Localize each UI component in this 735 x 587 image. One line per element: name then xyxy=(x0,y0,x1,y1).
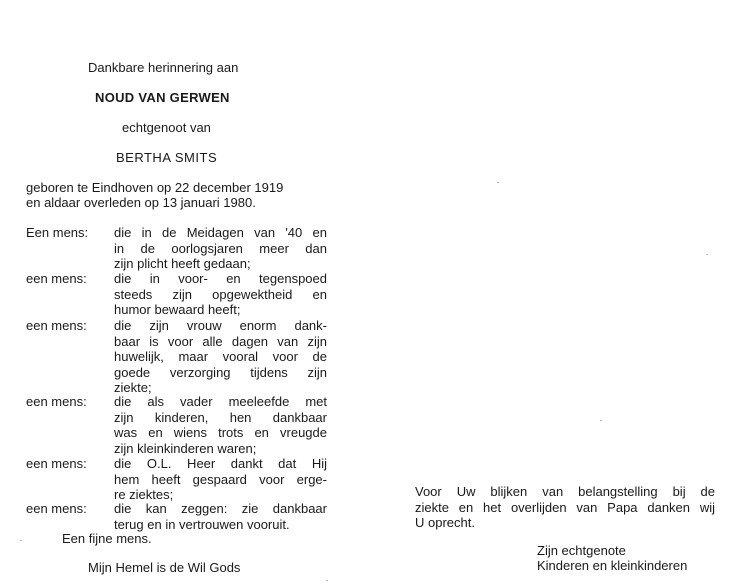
paper-speck xyxy=(326,580,328,581)
deceased-name: NOUD VAN GERWEN xyxy=(95,90,230,105)
verse-4-line-3: was en wiens trots en vreugde xyxy=(114,425,327,440)
signature-spouse: Zijn echtgenote xyxy=(537,543,626,558)
verse-text-2 xyxy=(114,271,327,318)
closing-line: Een fijne mens. xyxy=(62,531,152,546)
verse-5-line-2: hem heeft gespaard voor erge- xyxy=(114,471,327,487)
signature-family: Kinderen en kleinkinderen xyxy=(537,558,688,573)
verse-5-line-1: die O.L. Heer dankt dat Hij xyxy=(114,456,327,471)
verse-1-line-3: zijn plicht heeft gedaan; xyxy=(114,256,251,271)
spouse-name: BERTHA SMITS xyxy=(116,150,218,165)
verse-2-line-2: steeds zijn opgewektheid en xyxy=(114,286,327,302)
verse-4-line-1: die als vader meeleefde met xyxy=(114,394,327,409)
verse-3-line-4: goede verzorging tijdens zijn xyxy=(114,364,327,380)
verse-1-line-2: in de oorlogsjaren meer dan xyxy=(114,240,327,256)
verse-4-line-2: zijn kinderen, hen dankbaar xyxy=(114,409,327,425)
verse-label-3: een mens: xyxy=(26,318,87,333)
paper-speck xyxy=(20,540,22,541)
verse-label-2: een mens: xyxy=(26,271,87,286)
verse-label-5: een mens: xyxy=(26,456,87,471)
verse-text-6 xyxy=(114,501,327,532)
verse-5-line-3: re ziektes; xyxy=(114,487,174,502)
thanks-line-2: ziekte en het overlijden van Papa danken wij xyxy=(415,499,715,515)
thanks-line-3: U oprecht. xyxy=(415,515,475,530)
verse-3-line-2: baar is voor alle dagen van zijn xyxy=(114,333,327,349)
verse-label-1: Een mens: xyxy=(26,225,89,240)
verse-2-line-3: humor bewaard heeft; xyxy=(114,302,241,317)
verse-label-4: een mens: xyxy=(26,394,87,409)
intro-text: Dankbare herinnering aan xyxy=(88,60,239,75)
verse-6-line-2: terug en in vertrouwen vooruit. xyxy=(114,516,290,532)
verse-text-4 xyxy=(114,394,327,456)
verse-3-line-5: ziekte; xyxy=(114,380,152,395)
verse-4-line-4: zijn kleinkinderen waren; xyxy=(114,440,257,456)
verse-6-line-1: die kan zeggen: zie dankbaar xyxy=(114,501,327,516)
paper-speck xyxy=(600,420,602,421)
verse-label-6: een mens: xyxy=(26,501,87,516)
verse-2-line-1: die in voor- en tegenspoed xyxy=(114,271,327,286)
verse-text-5 xyxy=(114,456,327,503)
spouse-intro-text: echtgenoot van xyxy=(122,120,211,135)
verse-3-line-1: die zijn vrouw enorm dank- xyxy=(114,318,327,333)
verse-text-3 xyxy=(114,318,327,396)
paper-speck xyxy=(497,182,499,183)
birth-line: geboren te Eindhoven op 22 december 1919 xyxy=(26,180,284,195)
verse-1-line-1: die in de Meidagen van '40 en xyxy=(114,225,327,240)
motto: Mijn Hemel is de Wil Gods xyxy=(88,560,241,575)
verse-text-1 xyxy=(114,225,327,272)
verse-3-line-3: huwelijk, maar vooral voor de xyxy=(114,349,327,364)
death-line: en aldaar overleden op 13 januari 1980. xyxy=(26,195,256,210)
thanks-paragraph xyxy=(415,484,715,531)
thanks-line-1: Voor Uw blijken van belangstelling bij de xyxy=(415,484,715,499)
paper-speck xyxy=(706,254,708,255)
